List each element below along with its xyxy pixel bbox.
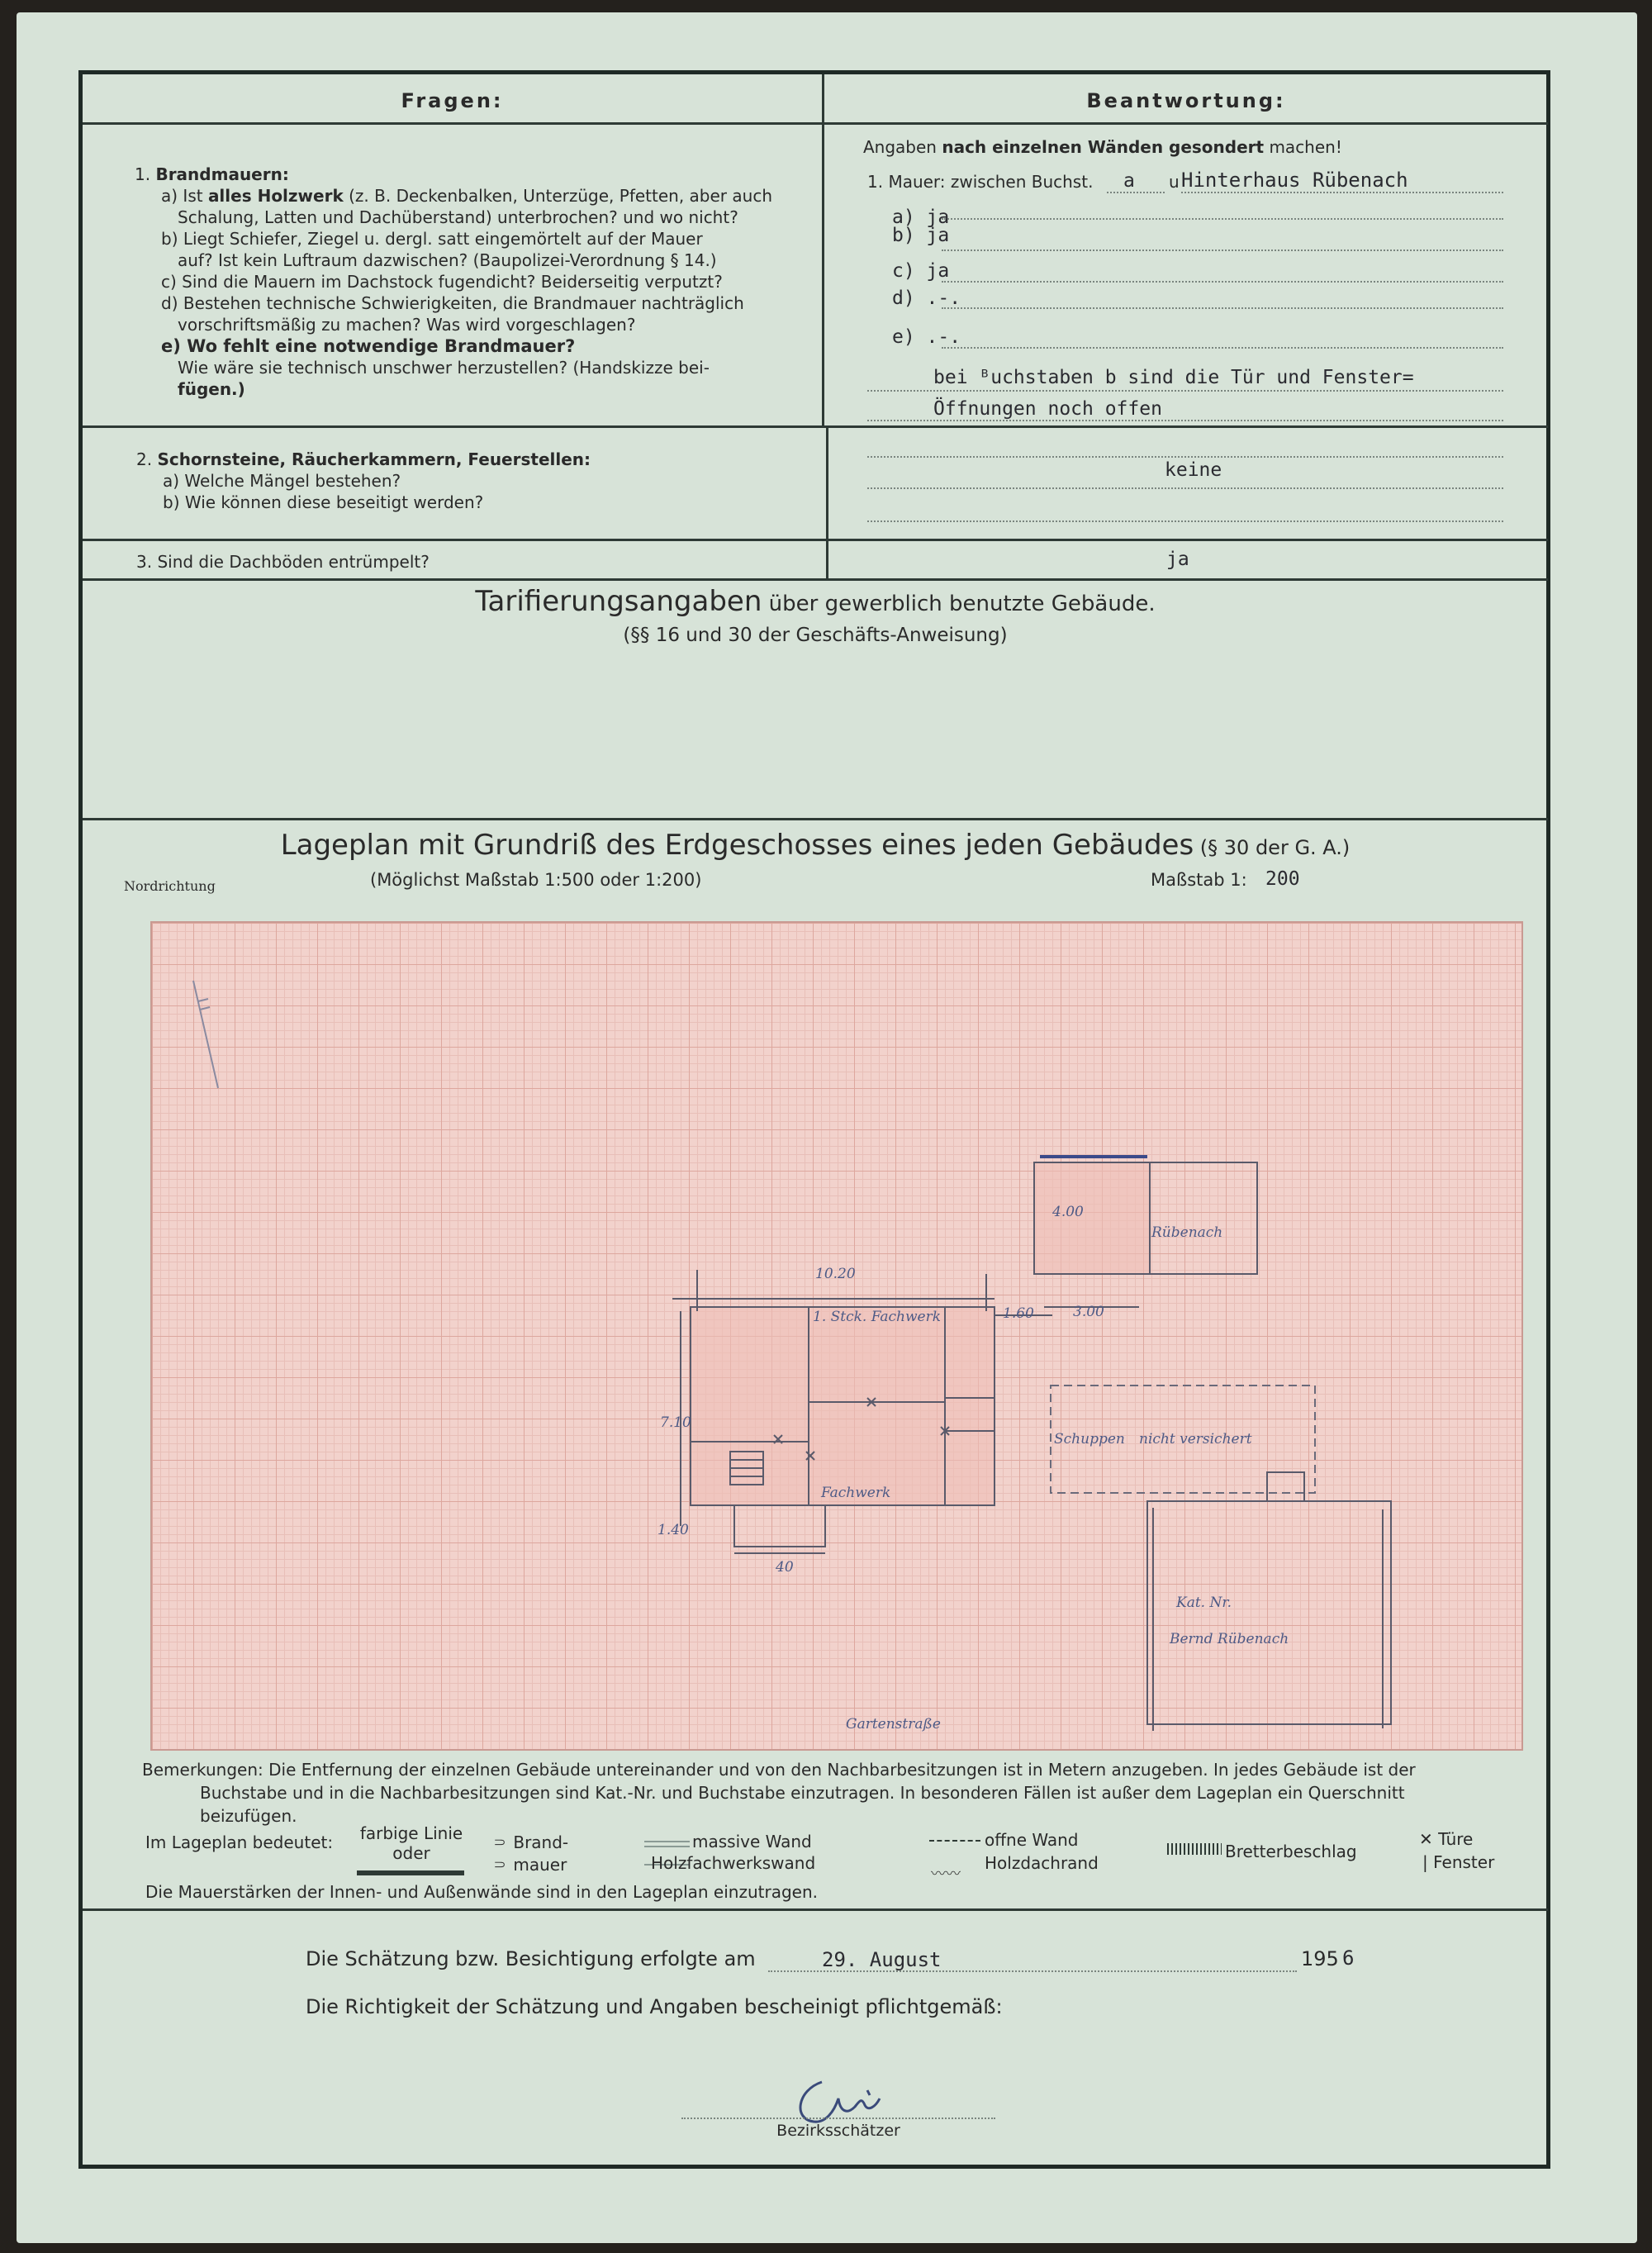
label-ruebenach: Rübenach [1151,1224,1223,1241]
header-beantwortung: Beantwortung: [1086,89,1286,112]
richtigkeit-label: Die Richtigkeit der Schätzung und Angaben bescheinigt pflichtgemäß: [306,1995,1003,2018]
legend-brandmauer-line [357,1870,464,1875]
question-3: 3. Sind die Dachböden entrümpelt? [136,552,430,572]
answer-1a: a) ja [892,207,950,228]
label-kat-nr: Kat. Nr. [1176,1595,1232,1611]
legend-farbige-linie: farbige Linie oder [359,1823,463,1863]
dotted-line [867,420,1503,421]
site-plan-sketch [152,923,1521,1749]
header-fragen: Fragen: [401,89,504,112]
dotted-line [942,347,1503,349]
north-label: Nordrichtung [124,878,216,894]
legend-massive-wand: massive Wand [692,1832,812,1851]
answer-1d: d) .-. [892,288,961,309]
dim-side: 7.10 [660,1414,691,1431]
answer-1-letter: a [1123,170,1135,192]
dotted-line [867,520,1503,522]
row-divider-4 [83,818,1548,820]
dim-house: 4.00 [1052,1204,1084,1220]
label-fachwerk-1: 1. Stck. Fachwerk [813,1309,942,1325]
signer-label: Bezirksschätzer [776,2122,900,2140]
north-arrow-icon [193,981,218,1088]
label-schuppen: Schuppen [1054,1431,1125,1447]
answer-2: keine [1165,459,1222,481]
remarks: Bemerkungen: Die Entfernung der einzelnen Gebäude untereinander und von den Nachbarbesitzungen ist in Metern anzugeben. In jedes Gebäude ist der Buchstabe und in die Nachbarbesitzungen sind Kat.-Nr. und Buchstabe einzutragen. In besonderen Fällen ist außer dem Lageplan ein Querschnitt beizufügen. [142,1760,1416,1826]
column-divider-bottom [826,425,828,578]
label-fachwerk-2: Fachwerk [821,1485,891,1501]
legend-tuere: ✕ Türe [1419,1829,1474,1849]
row-divider-5 [83,1908,1548,1911]
answer-1-note-line1: bei ᴮuchstaben b sind die Tür und Fenster= [933,367,1414,388]
legend-holzdach-line: 〰〰 [931,1866,961,1883]
dotted-line [942,307,1503,309]
dotted-line [1181,192,1503,193]
dotted-line [942,218,1503,220]
answer-1-mauer-value: Hinterhaus Rübenach [1181,169,1408,192]
legend-bretter-pattern [1167,1843,1222,1855]
dim-bottom: 1.40 [657,1522,689,1538]
label-nicht-versichert: nicht versichert [1139,1431,1252,1447]
answer-1-intro: Angaben nach einzelnen Wänden gesondert machen! [863,137,1342,157]
answer-1b: b) ja [892,225,950,246]
row-divider-3 [83,578,1548,581]
scale-value: 200 [1265,868,1300,890]
header-divider [83,122,1548,125]
column-divider-top [822,74,824,425]
question-1: 1. Brandmauern: a) Ist alles Holzwerk (z. B. Deckenbalken, Unterzüge, Pfetten, aber auch Schalung, Latten und Dachüberstand) unterbrochen? und wo nicht? b) Liegt Schiefer, Ziegel u. dergl. satt eingemörtelt auf der Mauer auf? Ist kein Luftraum dazwischen? (Baupolizei-Verordnung § 14.) c) Sind die Mauern im Dachstock fugendicht? Beiderseitig verputzt? d) Bestehen technische Schwierigkeiten, die Brandmauer nachträglich vorschriftsmäßig zu machen? Was wird vorgeschlagen? e) Wo fehlt eine notwendige Brandmauer? Wie wäre sie technisch unschwer herzustellen? (Handskizze bei- fügen.) [135,164,772,399]
label-gartenstrasse: Gartenstraße [846,1716,941,1733]
answer-1c: c) ja [892,260,950,282]
legend-brandmauer: ⸧ Brand- ⸧ mauer [491,1832,569,1875]
dotted-line [942,281,1503,283]
row-divider-2 [83,539,1548,541]
legend-offne-wand: offne Wand [985,1830,1079,1850]
lageplan-subtitle: (Möglichst Maßstab 1:500 oder 1:200) [370,870,702,890]
schaetzung-date: 29. August [822,1948,942,1971]
dotted-line [942,250,1503,251]
schaetzung-year-digit: 6 [1342,1946,1355,1970]
schaetzung-year-prefix: 195 [1301,1947,1339,1970]
answer-3: ja [1166,549,1189,570]
legend-holzfachwerkswand: Holzfachwerkswand [651,1853,816,1873]
dotted-line [867,390,1503,392]
legend-mauerstaerken-note: Die Mauerstärken der Innen- und Außenwände sind in den Lageplan einzutragen. [145,1882,818,1902]
answer-1-u: u [1169,172,1180,192]
legend-holzdachrand: Holzdachrand [985,1853,1099,1873]
row-divider-1 [83,425,1548,428]
signature-line [681,2118,995,2119]
label-bernd-ruebenach: Bernd Rübenach [1170,1631,1289,1647]
legend-massive-line [644,1841,690,1847]
question-2: 2. Schornsteine, Räucherkammern, Feuerstellen: a) Welche Mängel bestehen? b) Wie können diese beseitigt werden? [136,449,591,512]
scale-label: Maßstab 1: [1151,870,1247,890]
dim-top: 10.20 [815,1266,856,1282]
answer-1e: e) .-. [892,326,961,348]
legend-bretterbeschlag: Bretterbeschlag [1225,1842,1357,1861]
dotted-line [1107,192,1165,193]
tarif-subtitle: (§§ 16 und 30 der Geschäfts-Anweisung) [623,625,1008,646]
lageplan-title: Lageplan mit Grundriß des Erdgeschosses eines jeden Gebäudes (§ 30 der G. A.) [280,829,1351,862]
answer-1-mauer-label: 1. Mauer: zwischen Buchst. [867,172,1094,192]
legend-intro: Im Lageplan bedeutet: [145,1832,334,1852]
tarif-title: Tarifierungsangaben über gewerblich benutzte Gebäude. [475,585,1156,618]
answer-1-note-line2: Öffnungen noch offen [933,398,1162,420]
dim-bottom-2: 40 [776,1559,794,1576]
legend-offne-line [929,1840,980,1842]
dotted-line [867,487,1503,489]
dim-mid: 3.00 [1073,1304,1104,1320]
dotted-line [867,456,1503,458]
legend-fenster: | Fenster [1422,1852,1495,1872]
site-plan-grid [150,921,1523,1751]
schaetzung-label: Die Schätzung bzw. Besichtigung erfolgte am [306,1947,756,1970]
dim-small: 1.60 [1003,1305,1034,1322]
